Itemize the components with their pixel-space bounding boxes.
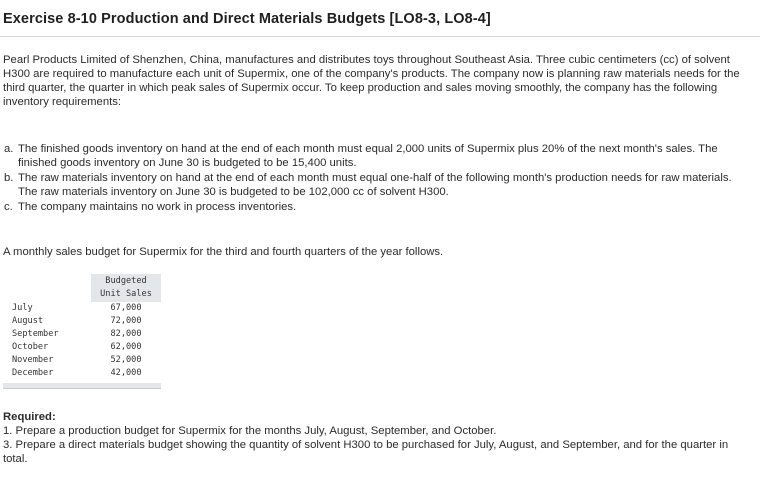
requirement-marker: b. — [4, 172, 14, 184]
value-cell: 52,000 — [110, 355, 142, 365]
table-row — [3, 354, 161, 367]
header-line-2: Unit Sales — [100, 289, 152, 299]
value-cell: 62,000 — [110, 342, 142, 352]
table-row — [3, 328, 161, 341]
month-cell: August — [12, 316, 44, 326]
required-list — [3, 424, 755, 466]
table-row — [3, 302, 161, 315]
intro-paragraph: Pearl Products Limited of Shenzhen, China, manufactures and distributes toys throughout Southeast Asia. Three cubic centimeters (cc) of solvent H300 are required to manufacture each unit of Supermix, one of the company's products. The company now is planning raw materials needs for the third quarter, the quarter in which peak sales of Supermix occur. To keep production and sales moving smoothly, the company has the following inventory requirements: — [3, 54, 740, 108]
month-cell: November — [12, 355, 54, 365]
requirement-marker: a. — [4, 143, 14, 155]
required-item-3: 3. Prepare a direct materials budget showing the quantity of solvent H300 to be purchased for July, August, and September, and for the quarter in total. — [3, 439, 729, 465]
table-row — [3, 367, 161, 380]
requirement-item-a — [4, 142, 752, 170]
month-cell: September — [12, 329, 59, 339]
value-cell: 67,000 — [110, 303, 142, 313]
required-heading: Required: — [3, 411, 56, 423]
requirement-text: The company maintains no work in process inventories. — [18, 201, 297, 213]
requirement-item-b — [4, 171, 752, 199]
table-footer-bar — [3, 383, 161, 389]
requirement-text: The finished goods inventory on hand at the end of each month must equal 2,000 units of Supermix plus 20% of the next month's sales. The finished goods inventory on June 30 is budgeted to be 15,400 units. — [18, 143, 718, 169]
value-cell: 72,000 — [110, 316, 142, 326]
requirement-marker: c. — [4, 201, 13, 213]
exercise-title: Exercise 8-10 Production and Direct Materials Budgets [LO8-3, LO8-4] — [3, 11, 491, 27]
requirement-text: The raw materials inventory on hand at the end of each month must equal one-half of the following month's production needs for raw materials. The raw materials inventory on June 30 is budgeted to be 102,000 cc of solvent H300. — [18, 172, 732, 198]
value-cell: 42,000 — [110, 368, 142, 378]
table-header — [91, 274, 161, 302]
month-cell: December — [12, 368, 54, 378]
table-row — [3, 315, 161, 328]
header-line-1: Budgeted — [105, 276, 147, 286]
required-item-1: 1. Prepare a production budget for Supermix for the months July, August, September, and October. — [3, 425, 497, 437]
sales-budget-lead: A monthly sales budget for Supermix for the third and fourth quarters of the year follows. — [3, 246, 444, 258]
value-cell: 82,000 — [110, 329, 142, 339]
month-cell: October — [12, 342, 49, 352]
title-divider — [0, 36, 760, 37]
table-body — [3, 302, 161, 380]
inventory-requirements-list — [4, 142, 752, 215]
requirement-item-c — [4, 200, 752, 214]
table-row — [3, 341, 161, 354]
month-cell: July — [12, 303, 33, 313]
